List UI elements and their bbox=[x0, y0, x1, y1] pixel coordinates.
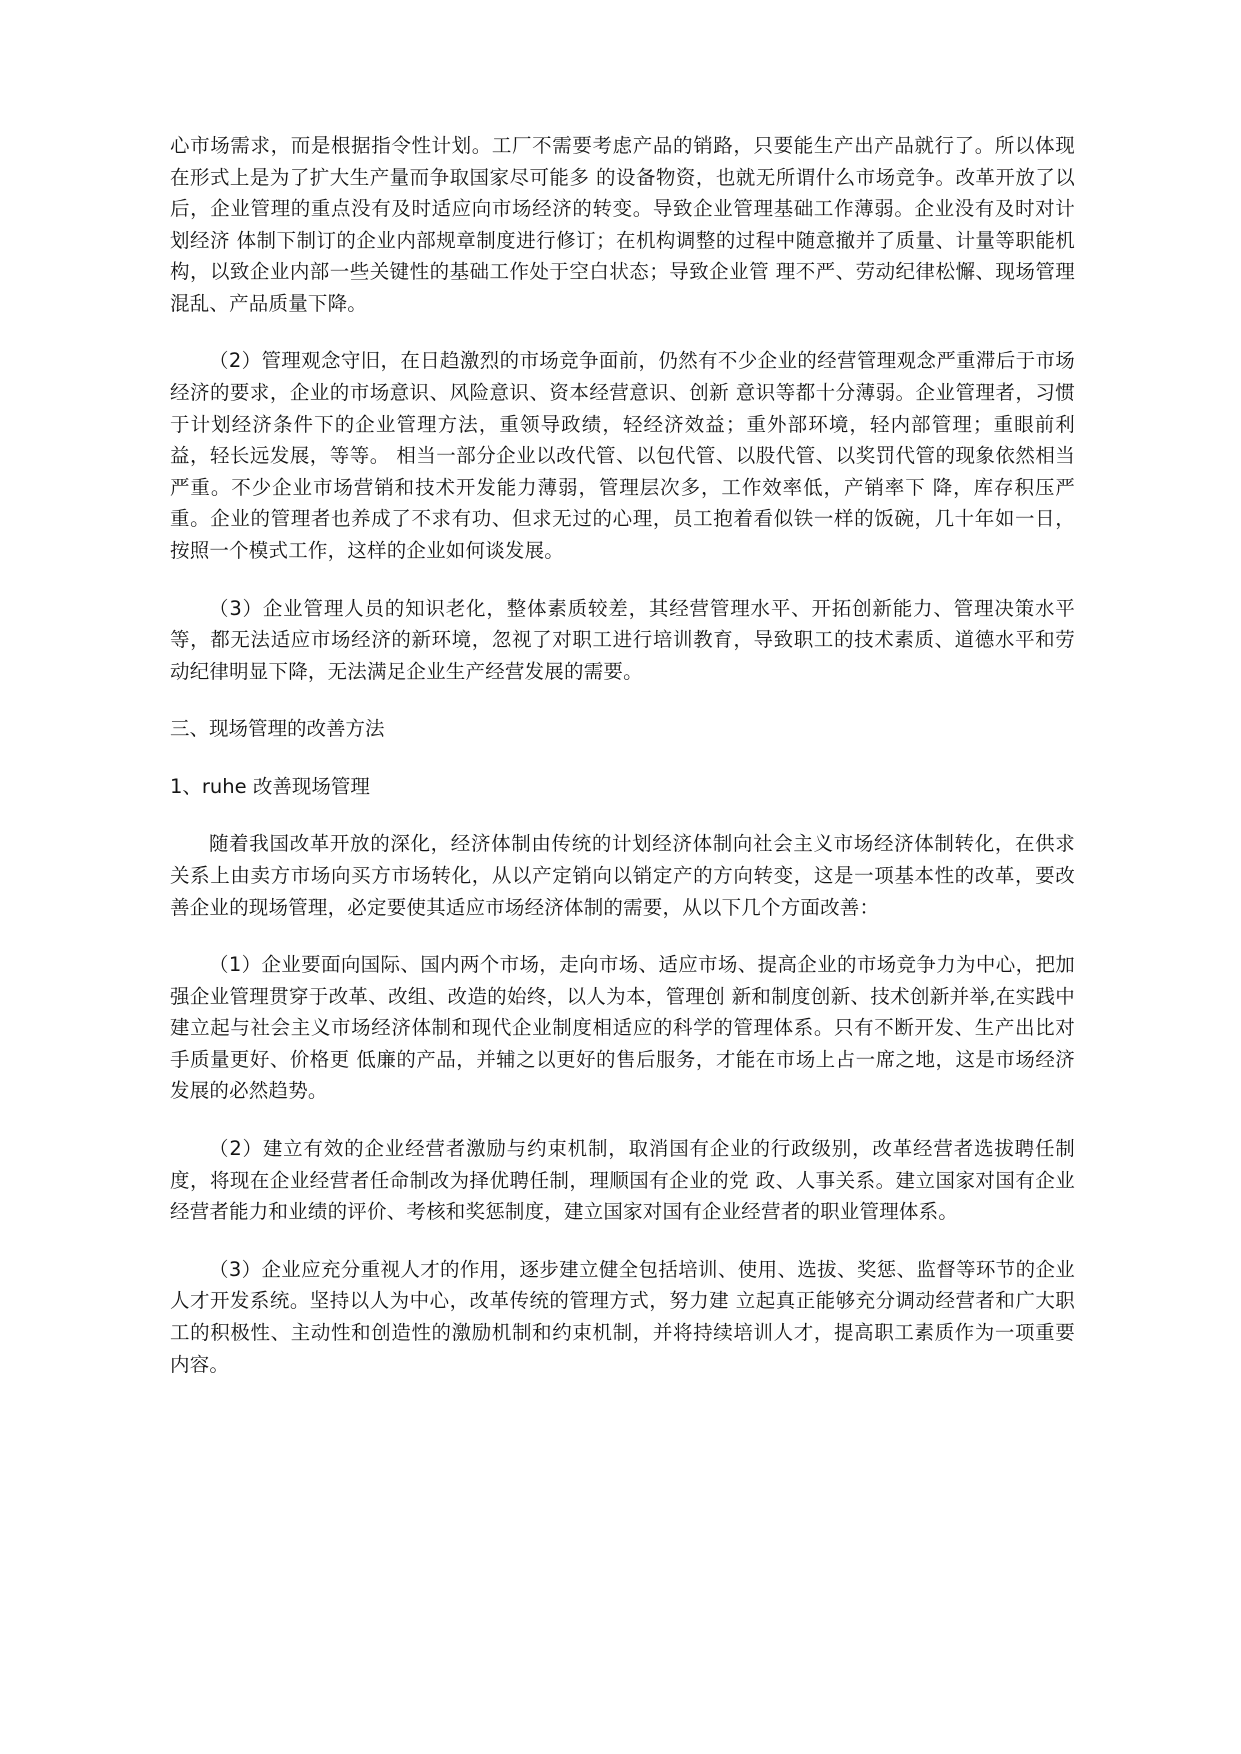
paragraph-opening: 心市场需求，而是根据指令性计划。工厂不需要考虑产品的销路，只要能生产出产品就行了。所以体现在形式上是为了扩大生产量而争取国家尽可能多 的设备物资，也就无所谓什么市场竞争。改革开放了以后，企业管理的重点没有及时适应向市场经济的转变。导致企业管理基础工作薄弱。企业没有及时对计划经济 体制下制订的企业内部规章制度进行修订；在机构调整的过程中随意撤并了质量、计量等职能机构，以致企业内部一些关键性的基础工作处于空白状态；导致企业管 理不严、劳动纪律松懈、现场管理混乱、产品质量下降。 bbox=[170, 134, 1075, 315]
paragraph-item-3: （3）企业管理人员的知识老化，整体素质较差，其经营管理水平、开拓创新能力、管理决策水平等，都无法适应市场经济的新环境，忽视了对职工进行培训教育，导致职工的技术素质、道德水平和劳动纪律明显下降，无法满足企业生产经营发展的需要。 bbox=[170, 596, 1075, 683]
paragraph-measure-3: （3）企业应充分重视人才的作用，逐步建立健全包括培训、使用、选拔、奖惩、监督等环节的企业人才开发系统。坚持以人为中心，改革传统的管理方式，努力建 立起真正能够充分调动经营者和广大职工的积极性、主动性和创造性的激励机制和约束机制，并将持续培训人才，提高职工素质作为一项重要内容。 bbox=[170, 1257, 1075, 1376]
paragraph-measure-1: （1）企业要面向国际、国内两个市场，走向市场、适应市场、提高企业的市场竞争力为中心，把加强企业管理贯穿于改革、改组、改造的始终，以人为本，管理创 新和制度创新、技术创新并举,在实践中建立起与社会主义市场经济体制和现代企业制度相适应的科学的管理体系。只有不断开发、生产出比对手质量更好、价格更 低廉的产品，并辅之以更好的售后服务，才能在市场上占一席之地，这是市场经济发展的必然趋势。 bbox=[170, 953, 1075, 1103]
paragraph-reform-intro: 随着我国改革开放的深化，经济体制由传统的计划经济体制向社会主义市场经济体制转化，在供求关系上由卖方市场向买方市场转化，从以产定销向以销定产的方向转变，这是一项基本性的改革，要改善企业的现场管理，必定要使其适应市场经济体制的需要，从以下几个方面改善： bbox=[170, 832, 1075, 919]
subsection-heading: 1、ruhe 改善现场管理 bbox=[170, 774, 370, 798]
section-heading: 三、现场管理的改善方法 bbox=[170, 717, 385, 741]
paragraph-measure-2: （2）建立有效的企业经营者激励与约束机制，取消国有企业的行政级别，改革经营者选拔聘任制度，将现在企业经营者任命制改为择优聘任制，理顺国有企业的党 政、人事关系。建立国家对国有企业经营者能力和业绩的评价、考核和奖惩制度，建立国家对国有企业经营者的职业管理体系。 bbox=[170, 1137, 1075, 1224]
paragraph-item-2: （2）管理观念守旧，在日趋激烈的市场竞争面前，仍然有不少企业的经营管理观念严重滞后于市场经济的要求，企业的市场意识、风险意识、资本经营意识、创新 意识等都十分薄弱。企业管理者，习惯于计划经济条件下的企业管理方法，重领导政绩，轻经济效益；重外部环境，轻内部管理；重眼前利益，轻长远发展，等等。 相当一部分企业以改代管、以包代管、以股代管、以奖罚代管的现象依然相当严重。不少企业市场营销和技术开发能力薄弱，管理层次多，工作效率低，产销率下 降，库存积压严重。企业的管理者也养成了不求有功、但求无过的心理，员工抱着看似铁一样的饭碗，几十年如一日，按照一个模式工作，这样的企业如何谈发展。 bbox=[170, 349, 1075, 562]
document-body bbox=[170, 130, 1075, 1380]
